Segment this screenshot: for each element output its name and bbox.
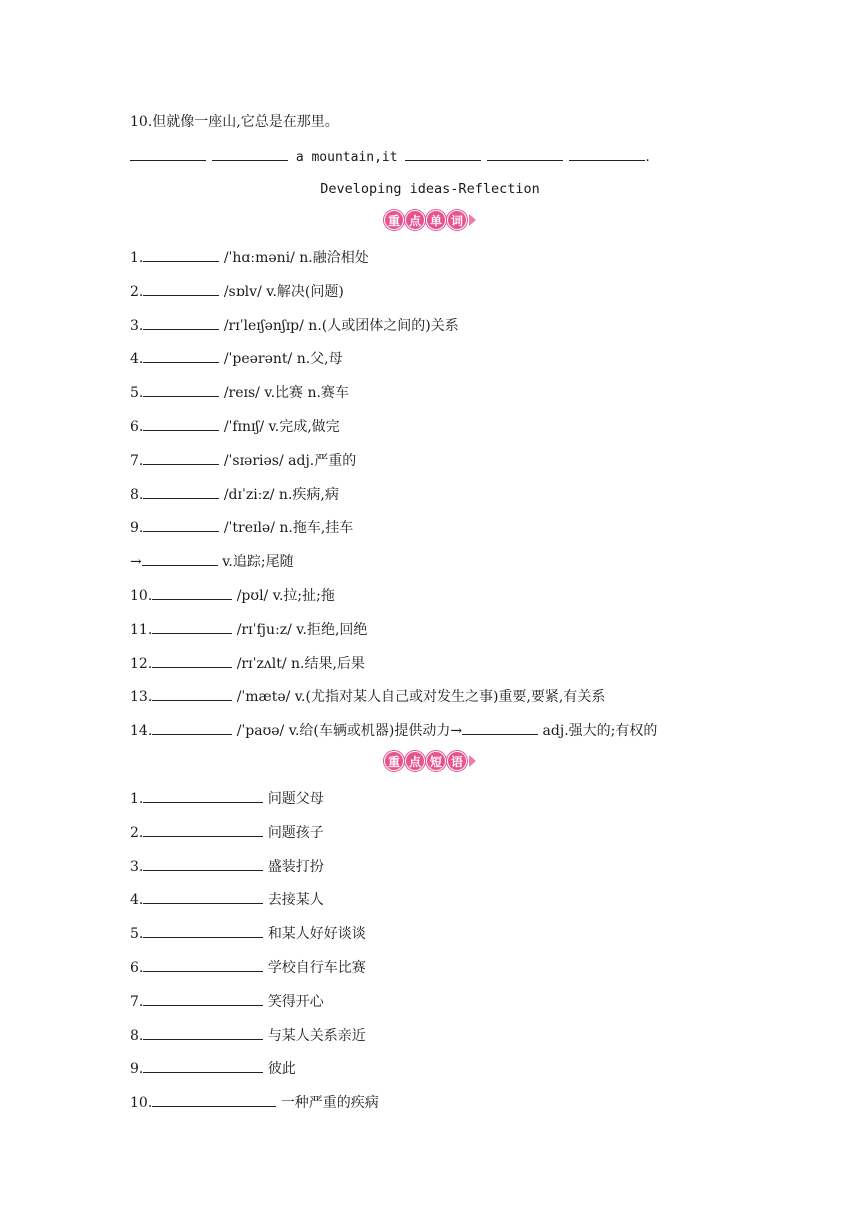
word-item [130, 517, 353, 537]
phrase-item [130, 1058, 296, 1078]
word-item [130, 551, 294, 571]
phrase-meaning: 与某人关系亲近 [267, 1027, 366, 1044]
key-words-badge [0, 210, 860, 234]
item-number: → [130, 554, 142, 571]
question-10-end: . [645, 149, 650, 165]
item-number: 2. [130, 824, 144, 841]
answer-blank[interactable] [130, 146, 206, 161]
item-number: 1. [130, 250, 144, 266]
phrase-meaning: 笑得开心 [267, 993, 324, 1010]
answer-blank[interactable] [143, 957, 263, 972]
word-item [130, 484, 339, 504]
word-phonetic-meaning: /pʊl/ v.拉;扯;拖 [236, 588, 335, 604]
word-item [130, 315, 459, 335]
badge-char: 点 [405, 751, 425, 771]
item-number: 3. [130, 858, 144, 875]
phrase-meaning: 去接某人 [267, 892, 324, 909]
answer-blank[interactable] [143, 1025, 263, 1040]
badge-arrow-icon [469, 214, 476, 226]
word-phonetic-meaning: /rɪˈzʌlt/ n.结果,后果 [236, 655, 365, 672]
phrase-meaning: 学校自行车比赛 [267, 960, 366, 976]
answer-blank[interactable] [143, 382, 219, 397]
phrase-meaning: 和某人好好谈谈 [267, 926, 366, 943]
word-phonetic-meaning: /ˈtreɪlə/ n.拖车,挂车 [223, 520, 354, 537]
answer-blank[interactable] [212, 146, 288, 161]
answer-blank[interactable] [143, 315, 219, 330]
answer-blank[interactable] [143, 822, 263, 837]
answer-blank[interactable] [143, 856, 263, 871]
word-item [130, 247, 369, 267]
word-phonetic-meaning: /reɪs/ v.比赛 n.赛车 [223, 385, 349, 402]
badge-char: 重 [384, 751, 404, 771]
phrase-item [130, 889, 324, 909]
badge-char: 点 [405, 210, 425, 230]
item-number: 14. [130, 723, 153, 740]
item-number: 5. [130, 385, 144, 402]
phrase-item [130, 1025, 366, 1045]
phrase-item [130, 957, 366, 977]
answer-blank[interactable] [152, 585, 232, 600]
answer-blank[interactable] [152, 619, 232, 634]
question-10-answer-line [130, 146, 650, 166]
answer-blank[interactable] [143, 923, 263, 938]
section-title: Developing ideas-Reflection [320, 181, 540, 197]
badge-char: 重 [384, 210, 404, 230]
word-item [130, 686, 605, 706]
badge-char: 词 [447, 210, 467, 230]
item-number: 4. [130, 351, 144, 368]
word-phonetic-meaning: v.追踪;尾随 [222, 554, 294, 571]
badge-char: 语 [447, 751, 467, 771]
answer-blank[interactable] [152, 1092, 276, 1107]
answer-blank[interactable] [152, 686, 232, 701]
answer-blank[interactable] [152, 653, 232, 668]
answer-blank[interactable] [143, 517, 219, 532]
question-10-prompt [130, 112, 339, 132]
phrase-item [130, 788, 324, 808]
answer-blank[interactable] [569, 146, 645, 161]
answer-blank[interactable] [143, 450, 219, 465]
word-phonetic-meaning: /rɪˈleɪʃənʃɪp/ n.(人或团体之间的)关系 [223, 317, 459, 334]
item-number: 6. [130, 960, 144, 976]
answer-blank[interactable] [143, 788, 263, 803]
phrase-item [130, 822, 324, 842]
word-phonetic-meaning: /ˈfɪnɪʃ/ v.完成,做完 [223, 419, 340, 435]
word-item [130, 348, 343, 368]
item-number: 10. [130, 1095, 153, 1112]
answer-blank[interactable] [143, 348, 219, 363]
word-phonetic-meaning: /ˈhɑːməni/ n.融洽相处 [223, 250, 369, 266]
answer-blank[interactable] [152, 720, 232, 735]
item-number: 7. [130, 993, 144, 1010]
item-number: 8. [130, 1027, 144, 1044]
answer-blank[interactable] [143, 247, 219, 262]
badge-arrow-icon [469, 755, 476, 767]
badge-char: 单 [426, 210, 446, 230]
word-phonetic-meaning: /rɪˈfjuːz/ v.拒绝,回绝 [236, 621, 368, 638]
word-phonetic-meaning: /dɪˈziːz/ n.疾病,病 [223, 486, 339, 503]
word-item [130, 653, 365, 673]
item-number: 3. [130, 317, 144, 334]
item-number: 13. [130, 689, 153, 706]
word-item [130, 281, 344, 301]
word-item [130, 720, 657, 740]
question-10-mid: a mountain,it [288, 150, 406, 165]
key-phrases-badge [0, 751, 860, 775]
phrase-item [130, 991, 324, 1011]
phrase-item [130, 856, 324, 876]
item-number: 10. [130, 588, 153, 604]
phrase-meaning: 问题孩子 [267, 824, 324, 841]
answer-blank[interactable] [143, 889, 263, 904]
phrase-meaning: 问题父母 [267, 791, 324, 807]
answer-blank[interactable] [487, 146, 563, 161]
word-item [130, 585, 335, 605]
word-phonetic-meaning: /ˈsɪəriəs/ adj.严重的 [223, 452, 357, 469]
phrase-meaning: 彼此 [267, 1061, 296, 1078]
phrase-item [130, 1092, 379, 1112]
item-number: 1. [130, 791, 144, 807]
word-item [130, 450, 356, 470]
word-phonetic-meaning: /ˈpeərənt/ n.父,母 [223, 351, 343, 368]
answer-blank[interactable] [143, 991, 263, 1006]
item-number: 9. [130, 1061, 144, 1078]
word-phonetic-meaning: /ˈmætə/ v.(尤指对某人自己或对发生之事)重要,要紧,有关系 [236, 689, 606, 706]
word-phonetic-meaning: /sɒlv/ v.解决(问题) [223, 283, 344, 300]
answer-blank[interactable] [462, 720, 538, 735]
item-number: 7. [130, 452, 144, 469]
answer-blank[interactable] [143, 281, 219, 296]
item-number: 4. [130, 892, 144, 909]
item-number: 11. [130, 621, 153, 638]
phrase-item [130, 923, 366, 943]
key-phrases-badge-shape [384, 751, 476, 771]
phrase-meaning: 一种严重的疾病 [280, 1095, 379, 1112]
word-item [130, 382, 349, 402]
answer-blank[interactable] [142, 551, 218, 566]
item-number: 12. [130, 655, 153, 672]
word-tail-meaning: adj.强大的;有权的 [542, 723, 658, 740]
item-number: 5. [130, 926, 144, 943]
item-number: 9. [130, 520, 144, 537]
badge-char: 短 [426, 751, 446, 771]
item-number: 6. [130, 419, 144, 435]
question-10-text: 10.但就像一座山,它总是在那里。 [130, 114, 339, 130]
word-phonetic-meaning: /ˈpaʊə/ v.给(车辆或机器)提供动力→ [236, 723, 463, 740]
word-item [130, 619, 367, 639]
answer-blank[interactable] [143, 484, 219, 499]
answer-blank[interactable] [143, 1058, 263, 1073]
item-number: 2. [130, 283, 144, 300]
word-item [130, 416, 340, 436]
key-words-badge-shape [384, 210, 476, 230]
phrase-meaning: 盛装打扮 [267, 858, 324, 875]
answer-blank[interactable] [405, 146, 481, 161]
item-number: 8. [130, 486, 144, 503]
answer-blank[interactable] [143, 416, 219, 431]
